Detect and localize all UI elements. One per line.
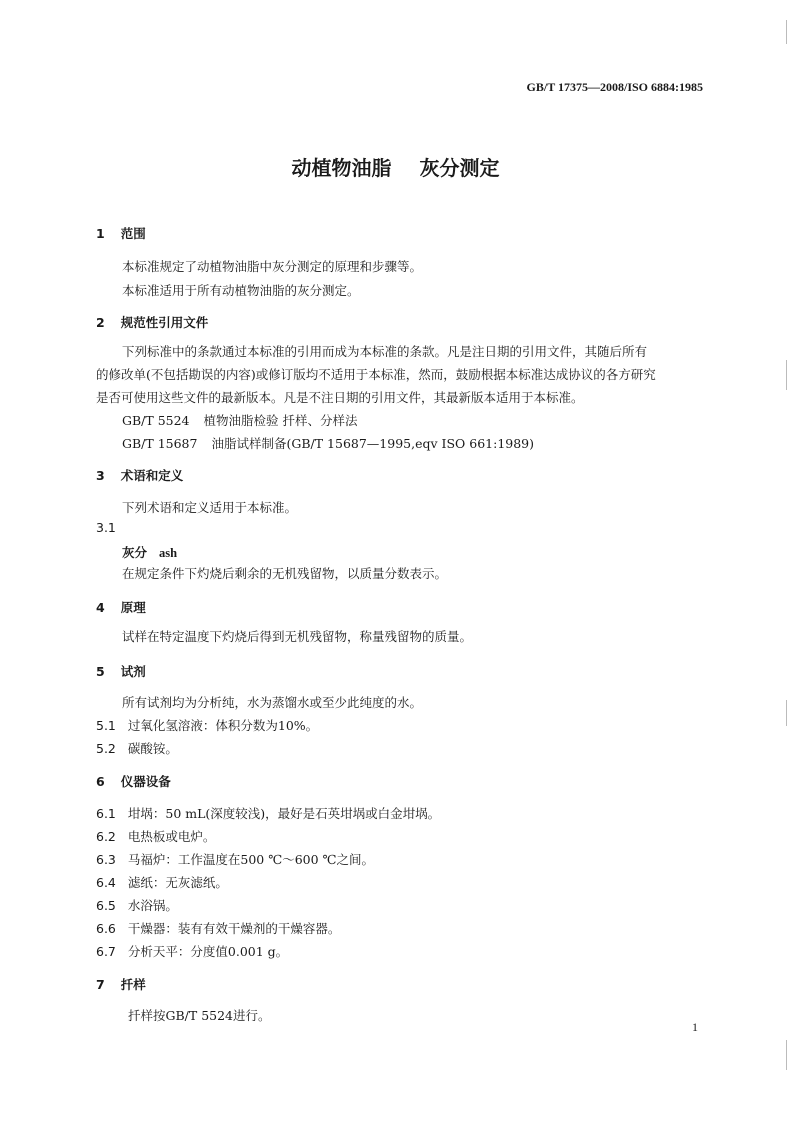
reference-title: 植物油脂检验 扦样、分样法 [203,413,358,428]
paragraph-line: 是否可使用这些文件的最新版本。凡是不注日期的引用文件，其最新版本适用于本标准。 [96,390,584,405]
section-1-heading [96,224,146,242]
item-text: 坩埚：50 mL(深度较浅)，最好是石英坩埚或白金坩埚。 [127,806,441,821]
item-number: 6.6 [96,921,116,936]
item-number: 6.4 [96,875,116,890]
paragraph: 下列术语和定义适用于本标准。 [122,500,298,515]
reference-code: GB/T 5524 [122,413,190,428]
list-item [96,716,318,734]
standard-number: GB/T 17375—2008/ISO 6884:1985 [526,80,703,94]
reference-item [122,411,358,429]
scan-edge-mark [786,20,787,44]
section-4-heading [96,598,146,616]
list-item [96,739,178,757]
section-title: 范围 [120,226,146,241]
item-text: 电热板或电炉。 [127,829,216,844]
page-title [0,152,791,181]
item-number: 6.3 [96,852,116,867]
section-title: 扦样 [120,977,146,992]
page-number: 1 [692,1020,698,1034]
section-title: 试剂 [120,664,146,679]
section-title: 原理 [120,600,146,615]
list-item [96,942,288,960]
item-text: 水浴锅。 [127,898,178,913]
paragraph: 本标准规定了动植物油脂中灰分测定的原理和步骤等。 [122,259,423,274]
item-number: 6.7 [96,944,116,959]
item-text: 碳酸铵。 [127,741,178,756]
item-number: 6.2 [96,829,116,844]
list-item [96,919,340,937]
paragraph: 扦样按GB/T 5524进行。 [128,1008,271,1023]
term-definition: 在规定条件下灼烧后剩余的无机残留物，以质量分数表示。 [122,566,448,581]
list-item [96,804,440,822]
section-title: 术语和定义 [120,468,184,483]
term-chinese: 灰分 [122,545,148,560]
list-item [96,850,374,868]
reference-code: GB/T 15687 [122,436,198,451]
section-number: 1 [96,226,105,241]
item-text: 分析天平：分度值0.001 g。 [127,944,289,959]
list-item [96,827,215,845]
term-entry [122,543,177,561]
item-number: 6.1 [96,806,116,821]
title-part2: 灰分测定 [419,156,500,180]
title-part1: 动植物油脂 [291,156,392,180]
item-text: 马福炉：工作温度在500 ℃～600 ℃之间。 [127,852,375,867]
section-7-heading [96,975,146,993]
section-5-heading [96,662,146,680]
paragraph: 所有试剂均为分析纯，水为蒸馏水或至少此纯度的水。 [122,695,423,710]
paragraph: 试样在特定温度下灼烧后得到无机残留物，称量残留物的质量。 [122,629,473,644]
section-number: 2 [96,315,105,330]
list-item [96,873,228,891]
section-3-heading [96,466,183,484]
section-number: 4 [96,600,105,615]
section-number: 7 [96,977,105,992]
scan-edge-mark [786,360,787,390]
item-text: 过氧化氢溶液：体积分数为10%。 [127,718,319,733]
section-number: 6 [96,774,105,789]
section-6-heading [96,772,171,790]
reference-item [122,434,534,452]
paragraph-line: 的修改单(不包括勘误的内容)或修订版均不适用于本标准，然而，鼓励根据本标准达成协议的各方研究 [96,367,656,382]
item-number: 5.1 [96,718,116,733]
section-2-heading [96,313,208,331]
item-number: 5.2 [96,741,116,756]
scan-edge-mark [786,700,787,726]
term-english: ash [159,546,178,560]
scan-edge-mark [786,1040,787,1070]
section-title: 仪器设备 [120,774,171,789]
item-text: 干燥器：装有有效干燥剂的干燥容器。 [127,921,341,936]
section-number: 3 [96,468,105,483]
list-item [96,896,178,914]
paragraph-line: 下列标准中的条款通过本标准的引用而成为本标准的条款。凡是注日期的引用文件，其随后所有 [122,344,648,359]
item-number: 6.5 [96,898,116,913]
item-text: 滤纸：无灰滤纸。 [127,875,228,890]
subsection-number: 3.1 [96,520,116,535]
section-number: 5 [96,664,105,679]
reference-title: 油脂试样制备(GB/T 15687—1995,eqv ISO 661:1989) [211,436,535,451]
paragraph: 本标准适用于所有动植物油脂的灰分测定。 [122,283,360,298]
section-title: 规范性引用文件 [120,315,209,330]
